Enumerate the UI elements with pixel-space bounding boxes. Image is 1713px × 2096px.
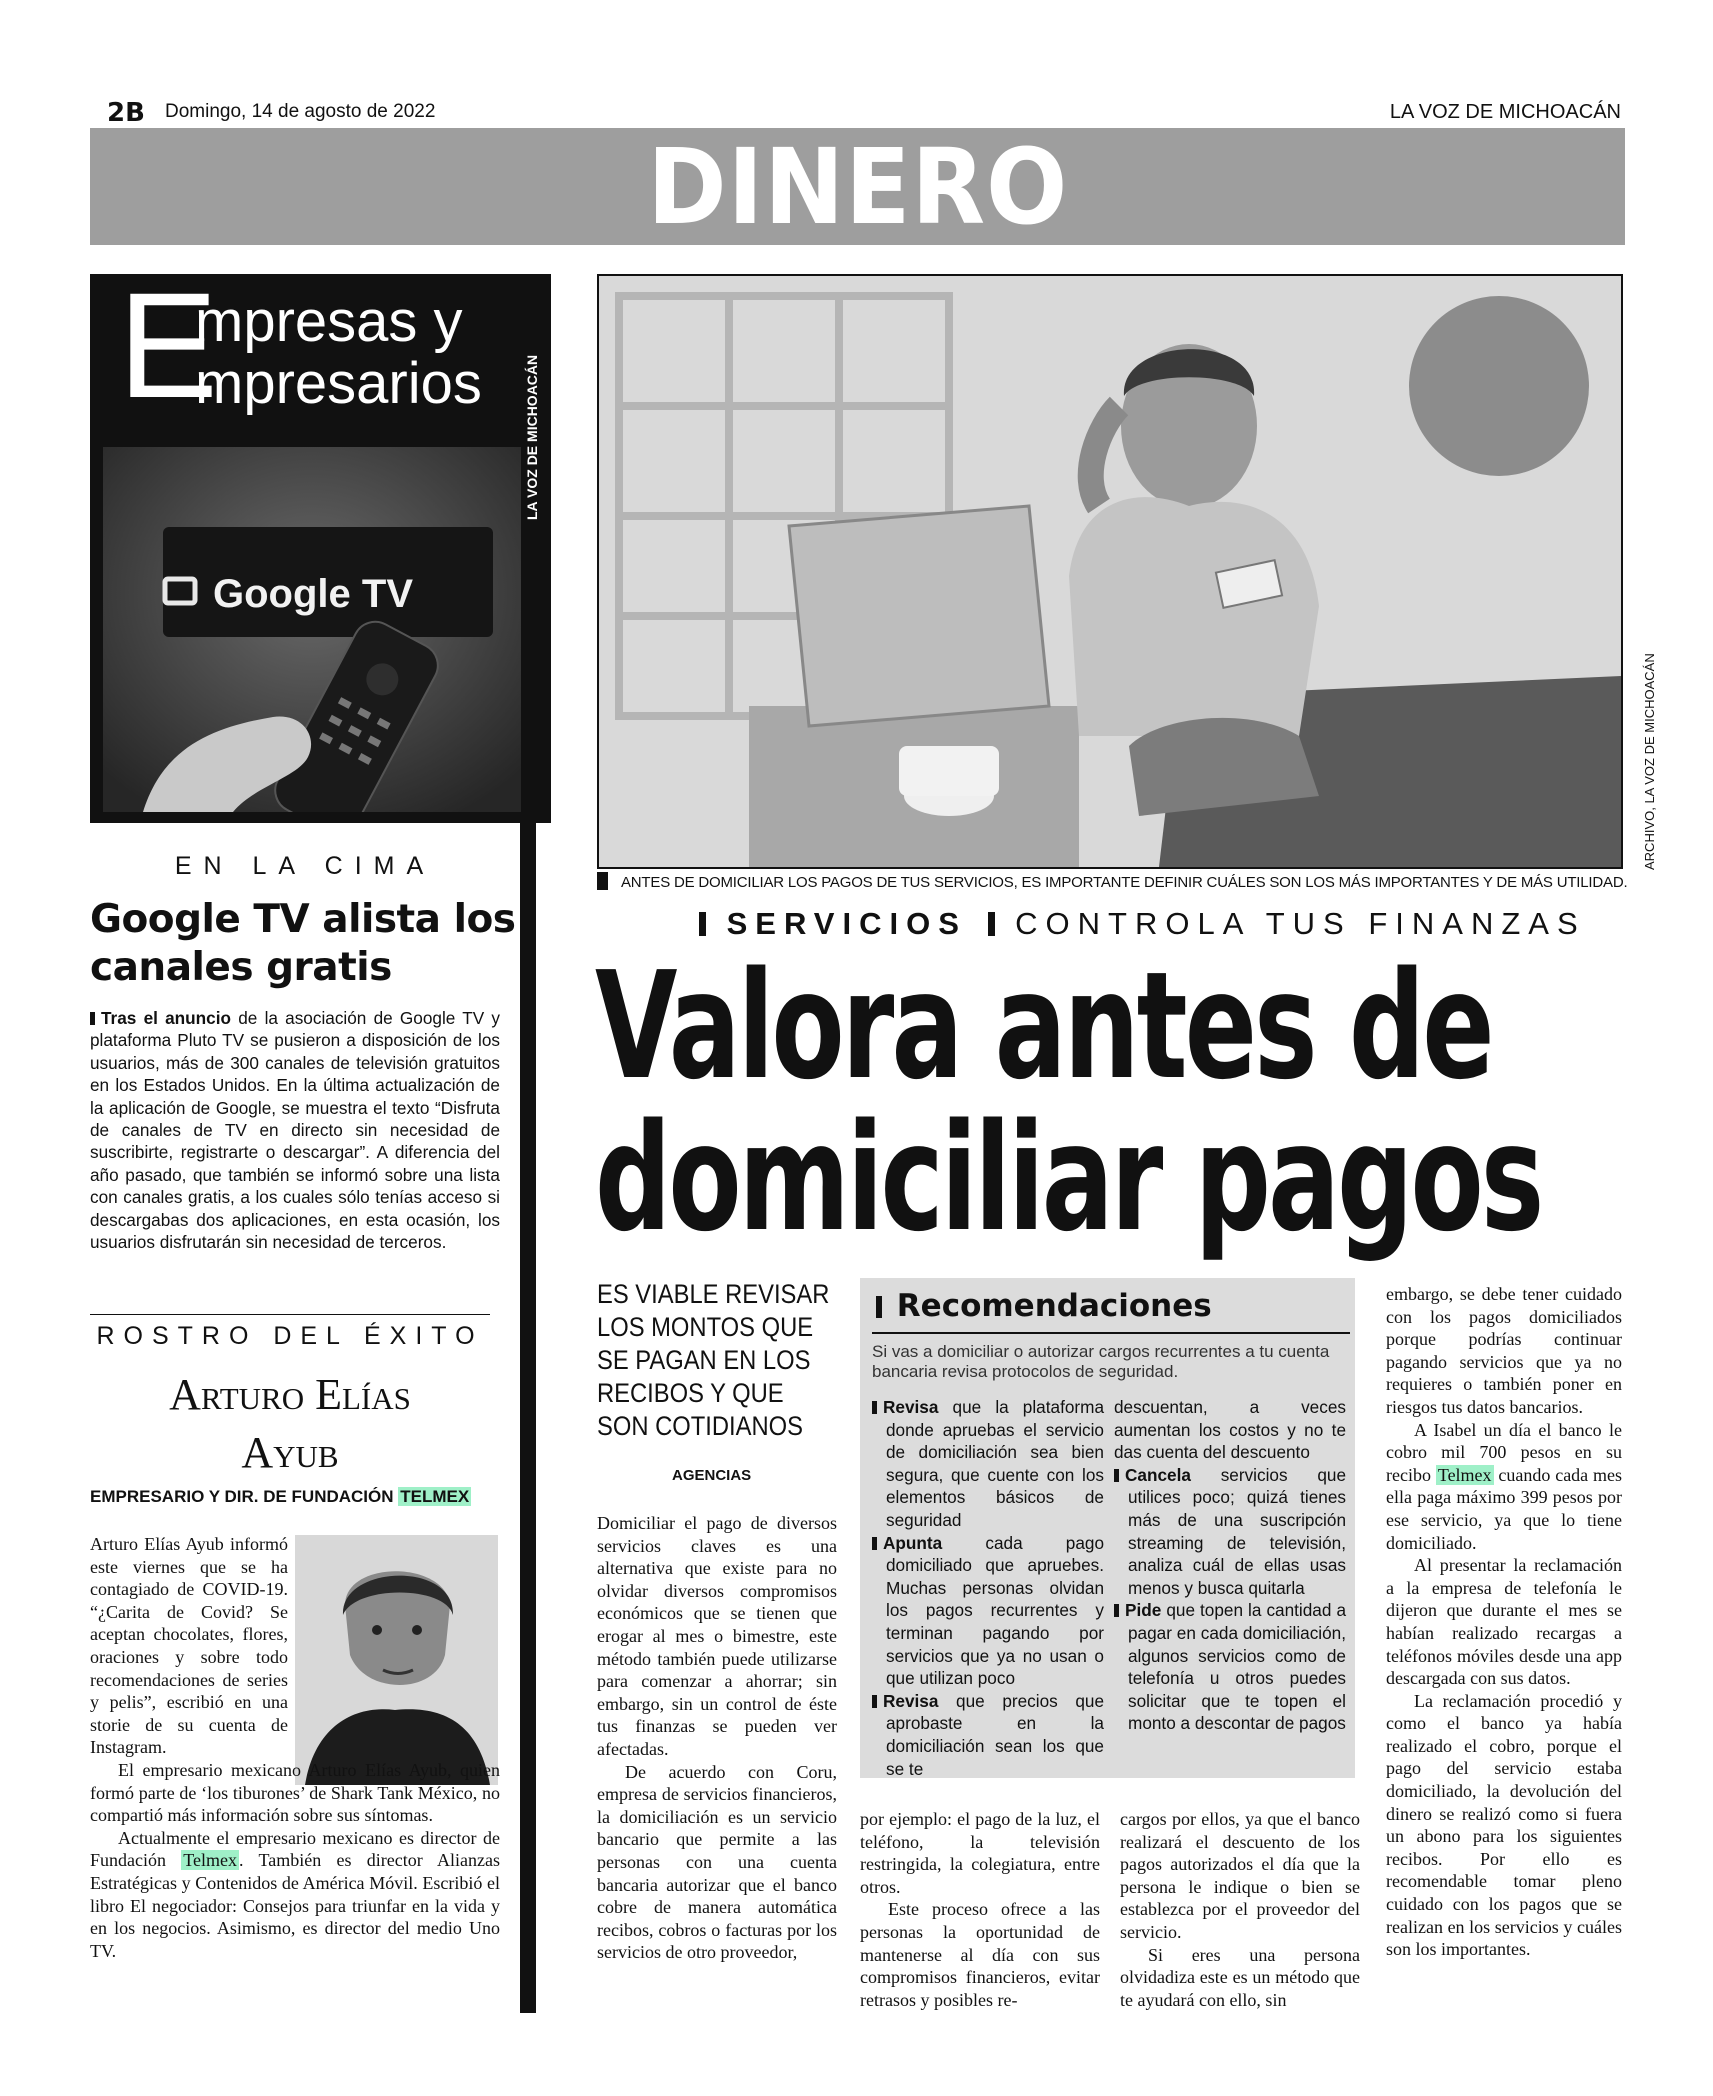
- article-paragraph: Domiciliar el pago de diversos servicios claves es una alternativa que existe para no olvidar diversos compromisos económicos que se tienen que erogar al mes o bimestre, este método también puede utilizarse para comenzar a ahorrar; sin embargo, sin un control de éste tus finanzas se pueden ver afectadas.: [597, 1513, 837, 1759]
- rostro-paragraph-3: [90, 1827, 500, 1963]
- google-tv-headline: Google TV alista los canales gratis: [90, 897, 516, 990]
- recommendation-item: [872, 1396, 1104, 1532]
- article-text: A Isabel un día el banco le cobro mil 700 pesos en su recibo: [1386, 1419, 1622, 1485]
- article-column-3: [1120, 1808, 1360, 2011]
- article-column-2: [860, 1808, 1100, 2011]
- article-paragraph: Si eres una persona olvidadiza este es un método que te ayudará con ello, sin: [1120, 1944, 1360, 2010]
- rostro-body: [90, 1533, 500, 1962]
- rostro-name: [90, 1366, 490, 1482]
- empresas-box: [90, 261, 551, 823]
- main-photo: [597, 274, 1623, 869]
- rostro-name-line1: Arturo Elías: [169, 1370, 411, 1419]
- rostro-role-highlight: TELMEX: [400, 1487, 470, 1506]
- page-number: 2B: [107, 98, 145, 128]
- left-column-rule: [520, 823, 536, 2013]
- empresas-initial: E: [118, 261, 219, 429]
- main-photo-caption: ANTES DE DOMICILIAR LOS PAGOS DE TUS SERVICIOS, ES IMPORTANTE DEFINIR CUÁLES SON LOS MÁS IMPORTANTES Y DE MÁS UTILIDAD.: [621, 874, 1628, 891]
- page-date: Domingo, 14 de agosto de 2022: [165, 101, 436, 122]
- newspaper-name: LA VOZ DE MICHOACÁN: [1389, 101, 1621, 123]
- article-text: cuando cada mes ella paga máximo 399 pesos por ese servicio, ya que lo tiene domiciliado.: [1386, 1464, 1623, 1553]
- rostro-paragraph-2: El empresario mexicano Arturo Elías Ayub, quien formó parte de ‘los tiburones’ de Shark Tank México, no compartió más información sobre sus síntomas.: [90, 1759, 500, 1826]
- recommendation-text: cada pago domiciliado que apruebes. Muchas personas olvidan los pagos recurrentes y terminan pagando por servicios que ya no usan o que utilizan poco: [886, 1532, 1105, 1689]
- google-tv-lead: Tras el anuncio: [101, 1008, 232, 1028]
- recommendation-text: servicios que utilices poco; quizá tienes más de una suscripción streaming de televisión, analiza cuál de ellas usas menos y busca quitarla: [1128, 1464, 1347, 1598]
- recommendation-item: [872, 1532, 1104, 1690]
- rostro-divider: [90, 1314, 490, 1315]
- google-tv-photo-credit: LA VOZ DE MICHOACÁN: [524, 354, 540, 520]
- recommendation-item: [872, 1690, 1104, 1780]
- main-kicker: [695, 906, 1586, 942]
- rostro-role: [90, 1487, 520, 1507]
- google-tv-logo-text: Google TV: [213, 572, 413, 616]
- main-headline: [595, 940, 1542, 1264]
- article-paragraph: embargo, se debe tener cuidado con los pagos domiciliados porque podrías continuar pagando servicios que ya no requieres o también poner en riesgos tus datos bancarios.: [1386, 1284, 1622, 1417]
- article-highlight: Telmex: [1437, 1464, 1492, 1485]
- caption-marker: [597, 872, 608, 890]
- rostro-kicker: ROSTRO DEL ÉXITO: [96, 1322, 484, 1350]
- recommendation-text: que precios que aprobaste en la domiciliación sean los que se te: [886, 1690, 1105, 1779]
- bullet-square: [872, 1401, 877, 1414]
- article-paragraph: Este proceso ofrece a las personas la oportunidad de mantenerse al día con sus compromisos financieros, evitar retrasos y posibles re-: [860, 1899, 1100, 2010]
- google-tv-photo: [103, 447, 521, 812]
- recommendation-verb: Cancela: [1125, 1464, 1191, 1485]
- main-kicker-bold: SERVICIOS: [726, 906, 967, 941]
- en-la-cima-kicker: EN LA CIMA: [174, 852, 436, 880]
- rostro-name-line2: Ayub: [241, 1428, 339, 1477]
- article-paragraph: Al presentar la reclamación a la empresa de telefonía le dijeron que durante el mes se habían realizado recargas a teléfonos móviles desde una app descargada con sus datos.: [1386, 1555, 1622, 1689]
- recommendation-verb: Revisa: [883, 1397, 939, 1417]
- google-tv-text: de la asociación de Google TV y plataforma Pluto TV se pusieron a disposición de los usuarios, más de 300 canales de televisión gratuitos en los Estados Unidos. En la última actualización de la aplicación de Google, se muestra el texto “Disfruta de canales de TV en directo sin necesidad de suscribirte, registrarte o descargar”. A diferencia del año pasado, que también se informó sobre una lista con canales gratis, a los cuales sólo tenías acceso si descargabas dos aplicaciones, en esta ocasión, los usuarios disfrutarán sin necesidad de terceros.: [90, 1008, 500, 1253]
- main-headline-line1: Valora antes de: [595, 940, 1492, 1112]
- rostro-role-text: EMPRESARIO Y DIR. DE FUNDACIÓN: [90, 1487, 394, 1506]
- main-headline-line2: domiciliar pagos: [595, 1092, 1542, 1264]
- section-banner: [90, 125, 1625, 248]
- kicker-bar: [699, 912, 706, 936]
- bullet-square: [1114, 1604, 1119, 1617]
- empresas-title-line2: mpresarios: [195, 351, 482, 416]
- rostro-p3-end: . También es director Alianzas Estratégicas y Contenidos de América Móvil. Escribió el libro El negociador: Consejos para triunfar en la vida y en los negocios. Asimismo, es director del medio Uno TV.: [90, 1850, 501, 1961]
- recomendaciones-title: [872, 1288, 1212, 1324]
- title-bar: [876, 1296, 882, 1318]
- bullet-square: [90, 1012, 95, 1025]
- empresas-title-line1: mpresas y: [195, 289, 463, 354]
- section-title: DINERO: [646, 125, 1068, 248]
- main-kicker-rest: CONTROLA TUS FINANZAS: [1015, 906, 1586, 941]
- recommendation-item: [1114, 1599, 1346, 1735]
- man-with-laptop-illustration: [599, 276, 1621, 867]
- recommendation-verb: Apunta: [883, 1532, 943, 1553]
- rostro-p3-start: Actualmente el empresario mexicano es director de Fundación: [90, 1827, 500, 1871]
- article-paragraph: cargos por ellos, ya que el banco realizará el descuento de los pagos autorizados el día que la persona le indique o bien se establezca por el proveedor del servicio.: [1120, 1809, 1360, 1942]
- recomendaciones-box: [860, 1278, 1355, 1778]
- article-column-1: [597, 1512, 837, 1964]
- main-deck: ES VIABLE REVISAR LOS MONTOS QUE SE PAGAN EN LOS RECIBOS Y QUE SON COTIDIANOS: [597, 1279, 830, 1441]
- recomendaciones-column-1: [872, 1396, 1104, 1780]
- article-paragraph: por ejemplo: el pago de la luz, el teléfono, la televisión restringida, la colegiatura, entre otros.: [860, 1809, 1100, 1897]
- recommendation-continuation: descuentan, a veces aumentan los costos y no te das cuenta del descuento: [1114, 1397, 1346, 1463]
- recommendation-text: que topen la cantidad a pagar en cada domiciliación, algunos servicios como de telefonía u otros puedes solicitar que te topen el monto a descontar de pagos: [1128, 1600, 1346, 1734]
- kicker-bar: [988, 912, 995, 936]
- article-paragraph: [1386, 1419, 1622, 1555]
- article-column-4: [1386, 1283, 1622, 1961]
- google-tv-body: [90, 1007, 500, 1253]
- google-tv-illustration: [103, 447, 521, 812]
- recommendation-verb: Pide: [1125, 1600, 1162, 1621]
- recommendation-text: que la plataforma donde apruebas el servicio de domiciliación sea bien segura, que cuente con los elementos básicos de seguridad: [886, 1397, 1105, 1530]
- bullet-square: [872, 1695, 877, 1708]
- recommendation-item: [1114, 1464, 1346, 1600]
- rostro-paragraph-1: Arturo Elías Ayub informó este viernes que se ha contagiado de COVID-19. “¿Carita de Covid? Se aceptan chocolates, flores, oraciones y sobre todo recomendaciones de series y pelis”, escribió en una storie de su cuenta de Instagram.: [90, 1534, 288, 1758]
- bullet-square: [872, 1537, 877, 1550]
- recomendaciones-column-2: [1114, 1396, 1346, 1735]
- article-paragraph: De acuerdo con Coru, empresa de servicios financieros, la domiciliación es un servicio bancario que permite a las personas con una cuenta bancaria autorizar que el banco cobre de manera automática recibos, cobros o facturas por los servicios de otro proveedor,: [597, 1761, 837, 1963]
- recomendaciones-intro: Si vas a domiciliar o autorizar cargos recurrentes a tu cuenta bancaria revisa protocolos de seguridad.: [872, 1342, 1330, 1381]
- recomendaciones-title-text: Recomendaciones: [896, 1288, 1212, 1324]
- bullet-square: [1114, 1469, 1119, 1482]
- recomendaciones-rule: [872, 1332, 1350, 1334]
- recommendation-verb: Revisa: [883, 1690, 939, 1711]
- article-paragraph: La reclamación procedió y como el banco ya había realizado el cobro, porque el pago del servicio estaba domiciliado, la devolución del dinero se realizó como si fuera un abono para los siguientes recibos. Por ello es recomendable tomar pleno cuidado con los pagos que se realizan en los servicios y cuáles son los importantes.: [1386, 1690, 1622, 1960]
- rostro-p3-highlight: Telmex: [183, 1850, 238, 1871]
- main-photo-credit: ARCHIVO, LA VOZ DE MICHOACÁN: [1642, 653, 1657, 870]
- byline: AGENCIAS: [672, 1467, 752, 1484]
